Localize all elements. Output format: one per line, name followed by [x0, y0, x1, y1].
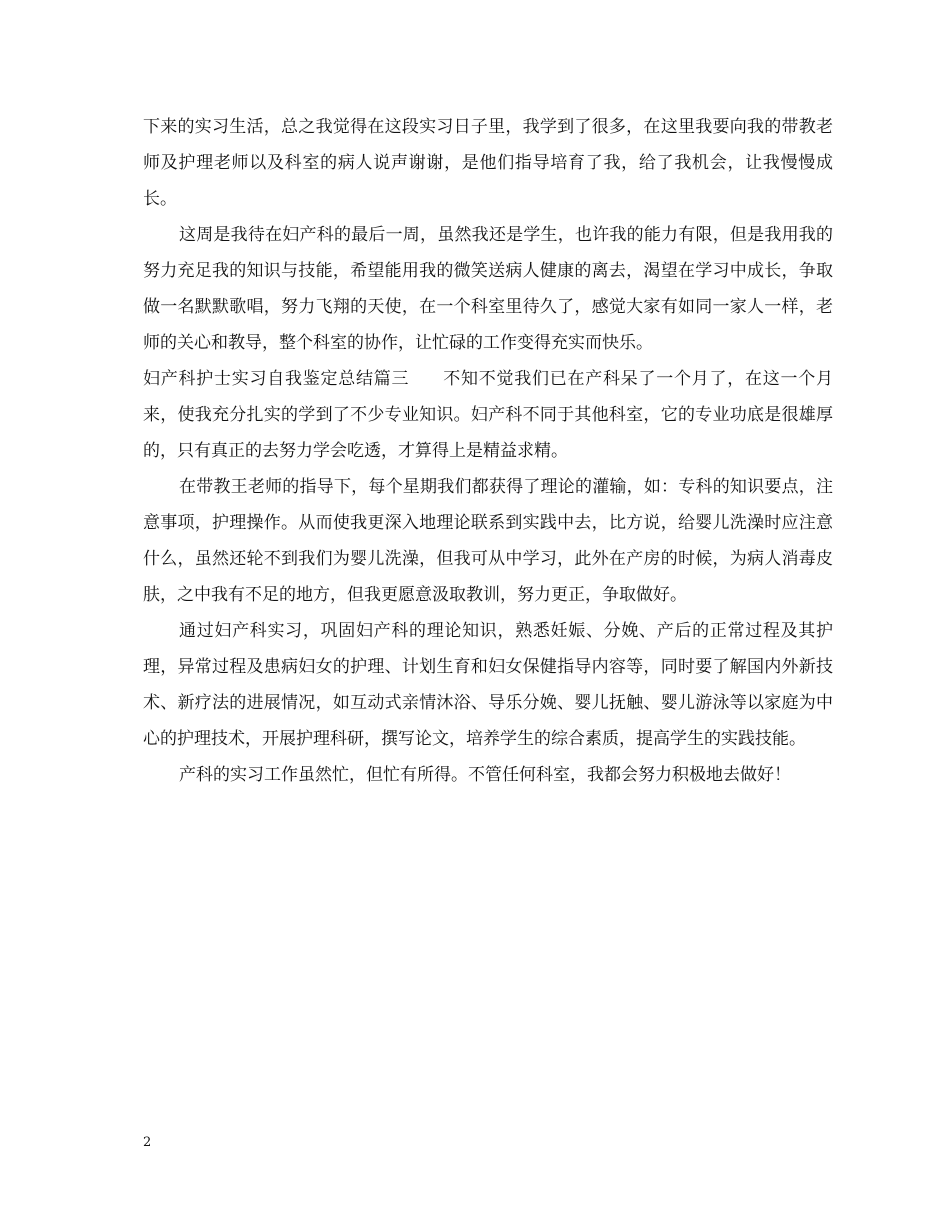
paragraph-4: 在带教王老师的指导下，每个星期我们都获得了理论的灌输，如：专科的知识要点，注意事项，护理操作。从而使我更深入地理论联系到实践中去，比方说，给婴儿洗澡时应注意什么，虽然还轮不到我们为婴儿洗澡，但我可从中学习，此外在产房的时候，为病人消毒皮肤，之中我有不足的地方，但我更愿意汲取教训，努力更正，争取做好。	[143, 477, 833, 605]
section-title: 妇产科护士实习自我鉴定总结篇三	[143, 369, 410, 389]
section-heading-line	[143, 361, 833, 469]
paragraph-1: 下来的实习生活，总之我觉得在这段实习日子里，我学到了很多，在这里我要向我的带教老师及护理老师以及科室的病人说声谢谢，是他们指导培育了我，给了我机会，让我慢慢成长。	[143, 117, 833, 209]
paragraph-3: 不知不觉我们已在产科呆了一个月了，在这一个月来，使我充分扎实的学到了不少专业知识。妇产科不同于其他科室，它的专业功底是很雄厚的，只有真正的去努力学会吃透，才算得上是精益求精。	[143, 369, 833, 461]
paragraph-5: 通过妇产科实习，巩固妇产科的理论知识，熟悉妊娠、分娩、产后的正常过程及其护理，异常过程及患病妇女的护理、计划生育和妇女保健指导内容等，同时要了解国内外新技术、新疗法的进展情况，如互动式亲情沐浴、导乐分娩、婴儿抚触、婴儿游泳等以家庭为中心的护理技术，开展护理科研，撰写论文，培养学生的综合素质，提高学生的实践技能。	[143, 621, 833, 749]
paragraph-2: 这周是我待在妇产科的最后一周，虽然我还是学生，也许我的能力有限，但是我用我的努力充足我的知识与技能，希望能用我的微笑送病人健康的离去，渴望在学习中成长，争取做一名默默歌唱，努力飞翔的天使，在一个科室里待久了，感觉大家有如同一家人一样，老师的关心和教导，整个科室的协作，让忙碌的工作变得充实而快乐。	[143, 225, 833, 353]
document-body	[143, 109, 833, 793]
page-number: 2	[143, 1135, 152, 1150]
paragraph-6: 产科的实习工作虽然忙，但忙有所得。不管任何科室，我都会努力积极地去做好！	[179, 765, 791, 785]
